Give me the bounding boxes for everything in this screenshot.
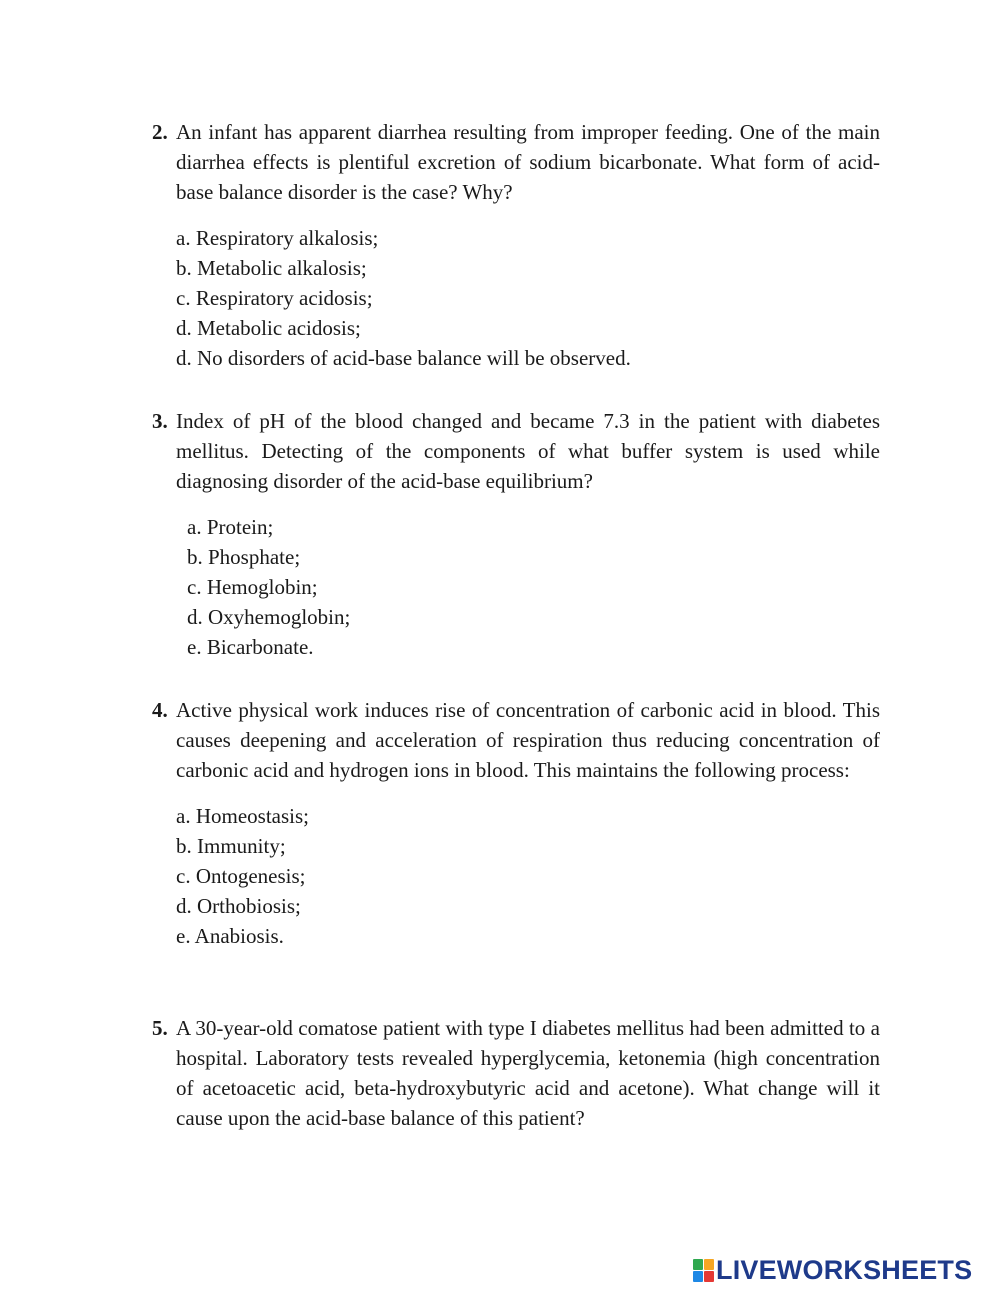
answer-option: c. Ontogenesis; bbox=[176, 864, 306, 888]
answer-option: a. Homeostasis; bbox=[176, 804, 309, 828]
answer-options bbox=[152, 223, 880, 373]
question-text: A 30-year-old comatose patient with type I diabetes mellitus had been admitted to a hospital. Laboratory tests revealed hyperglycemia, ketonemia (high concentration of acetoacetic acid, beta-hydroxybutyric acid and acetone). What change will it cause upon the acid-base balance of this patient? bbox=[176, 1016, 880, 1130]
question-2 bbox=[152, 117, 880, 373]
answer-option: c. Respiratory acidosis; bbox=[176, 286, 373, 310]
logo-tile bbox=[693, 1259, 703, 1270]
question-text: Active physical work induces rise of concentration of carbonic acid in blood. This causes deepening and acceleration of respiration thus reducing concentration of carbonic acid and hydrogen ions in blood. This maintains the following process: bbox=[176, 698, 880, 782]
answer-option: e. Bicarbonate. bbox=[187, 635, 314, 659]
answer-option: a. Respiratory alkalosis; bbox=[176, 226, 379, 250]
answer-option: b. Phosphate; bbox=[187, 545, 301, 569]
liveworksheets-logo-icon bbox=[693, 1259, 714, 1282]
answer-option: d. Metabolic acidosis; bbox=[176, 316, 361, 340]
question-number: 3. bbox=[152, 409, 168, 433]
answer-options bbox=[152, 801, 880, 951]
question-number: 2. bbox=[152, 120, 168, 144]
question-text: Index of pH of the blood changed and became 7.3 in the patient with diabetes mellitus. Detecting of the components of what buffer system is used while diagnosing disorder of the acid-base equilibrium? bbox=[176, 409, 880, 493]
question-stem bbox=[152, 1013, 880, 1133]
liveworksheets-logo bbox=[693, 1255, 972, 1285]
answer-option: c. Hemoglobin; bbox=[187, 575, 318, 599]
answer-option: a. Protein; bbox=[187, 515, 274, 539]
question-text: An infant has apparent diarrhea resulting from improper feeding. One of the main diarrhea effects is plentiful excretion of sodium bicarbonate. What form of acid-base balance disorder is the case? Why? bbox=[176, 120, 880, 204]
answer-option: b. Metabolic alkalosis; bbox=[176, 256, 367, 280]
logo-text: LIVEWORKSHEETS bbox=[716, 1254, 973, 1285]
answer-option: d. Orthobiosis; bbox=[176, 894, 301, 918]
question-stem bbox=[152, 117, 880, 207]
logo-tile bbox=[704, 1271, 714, 1282]
answer-option: e. Anabiosis. bbox=[176, 924, 284, 948]
logo-tile bbox=[704, 1259, 714, 1270]
question-number: 5. bbox=[152, 1016, 168, 1040]
question-number: 4. bbox=[152, 698, 168, 722]
question-3 bbox=[152, 406, 880, 662]
question-5 bbox=[152, 1013, 880, 1133]
answer-options bbox=[152, 512, 880, 662]
answer-option: b. Immunity; bbox=[176, 834, 286, 858]
logo-tile bbox=[693, 1271, 703, 1282]
question-stem bbox=[152, 406, 880, 496]
answer-option: d. No disorders of acid-base balance will be observed. bbox=[176, 346, 631, 370]
question-stem bbox=[152, 695, 880, 785]
question-4 bbox=[152, 695, 880, 951]
answer-option: d. Oxyhemoglobin; bbox=[187, 605, 351, 629]
